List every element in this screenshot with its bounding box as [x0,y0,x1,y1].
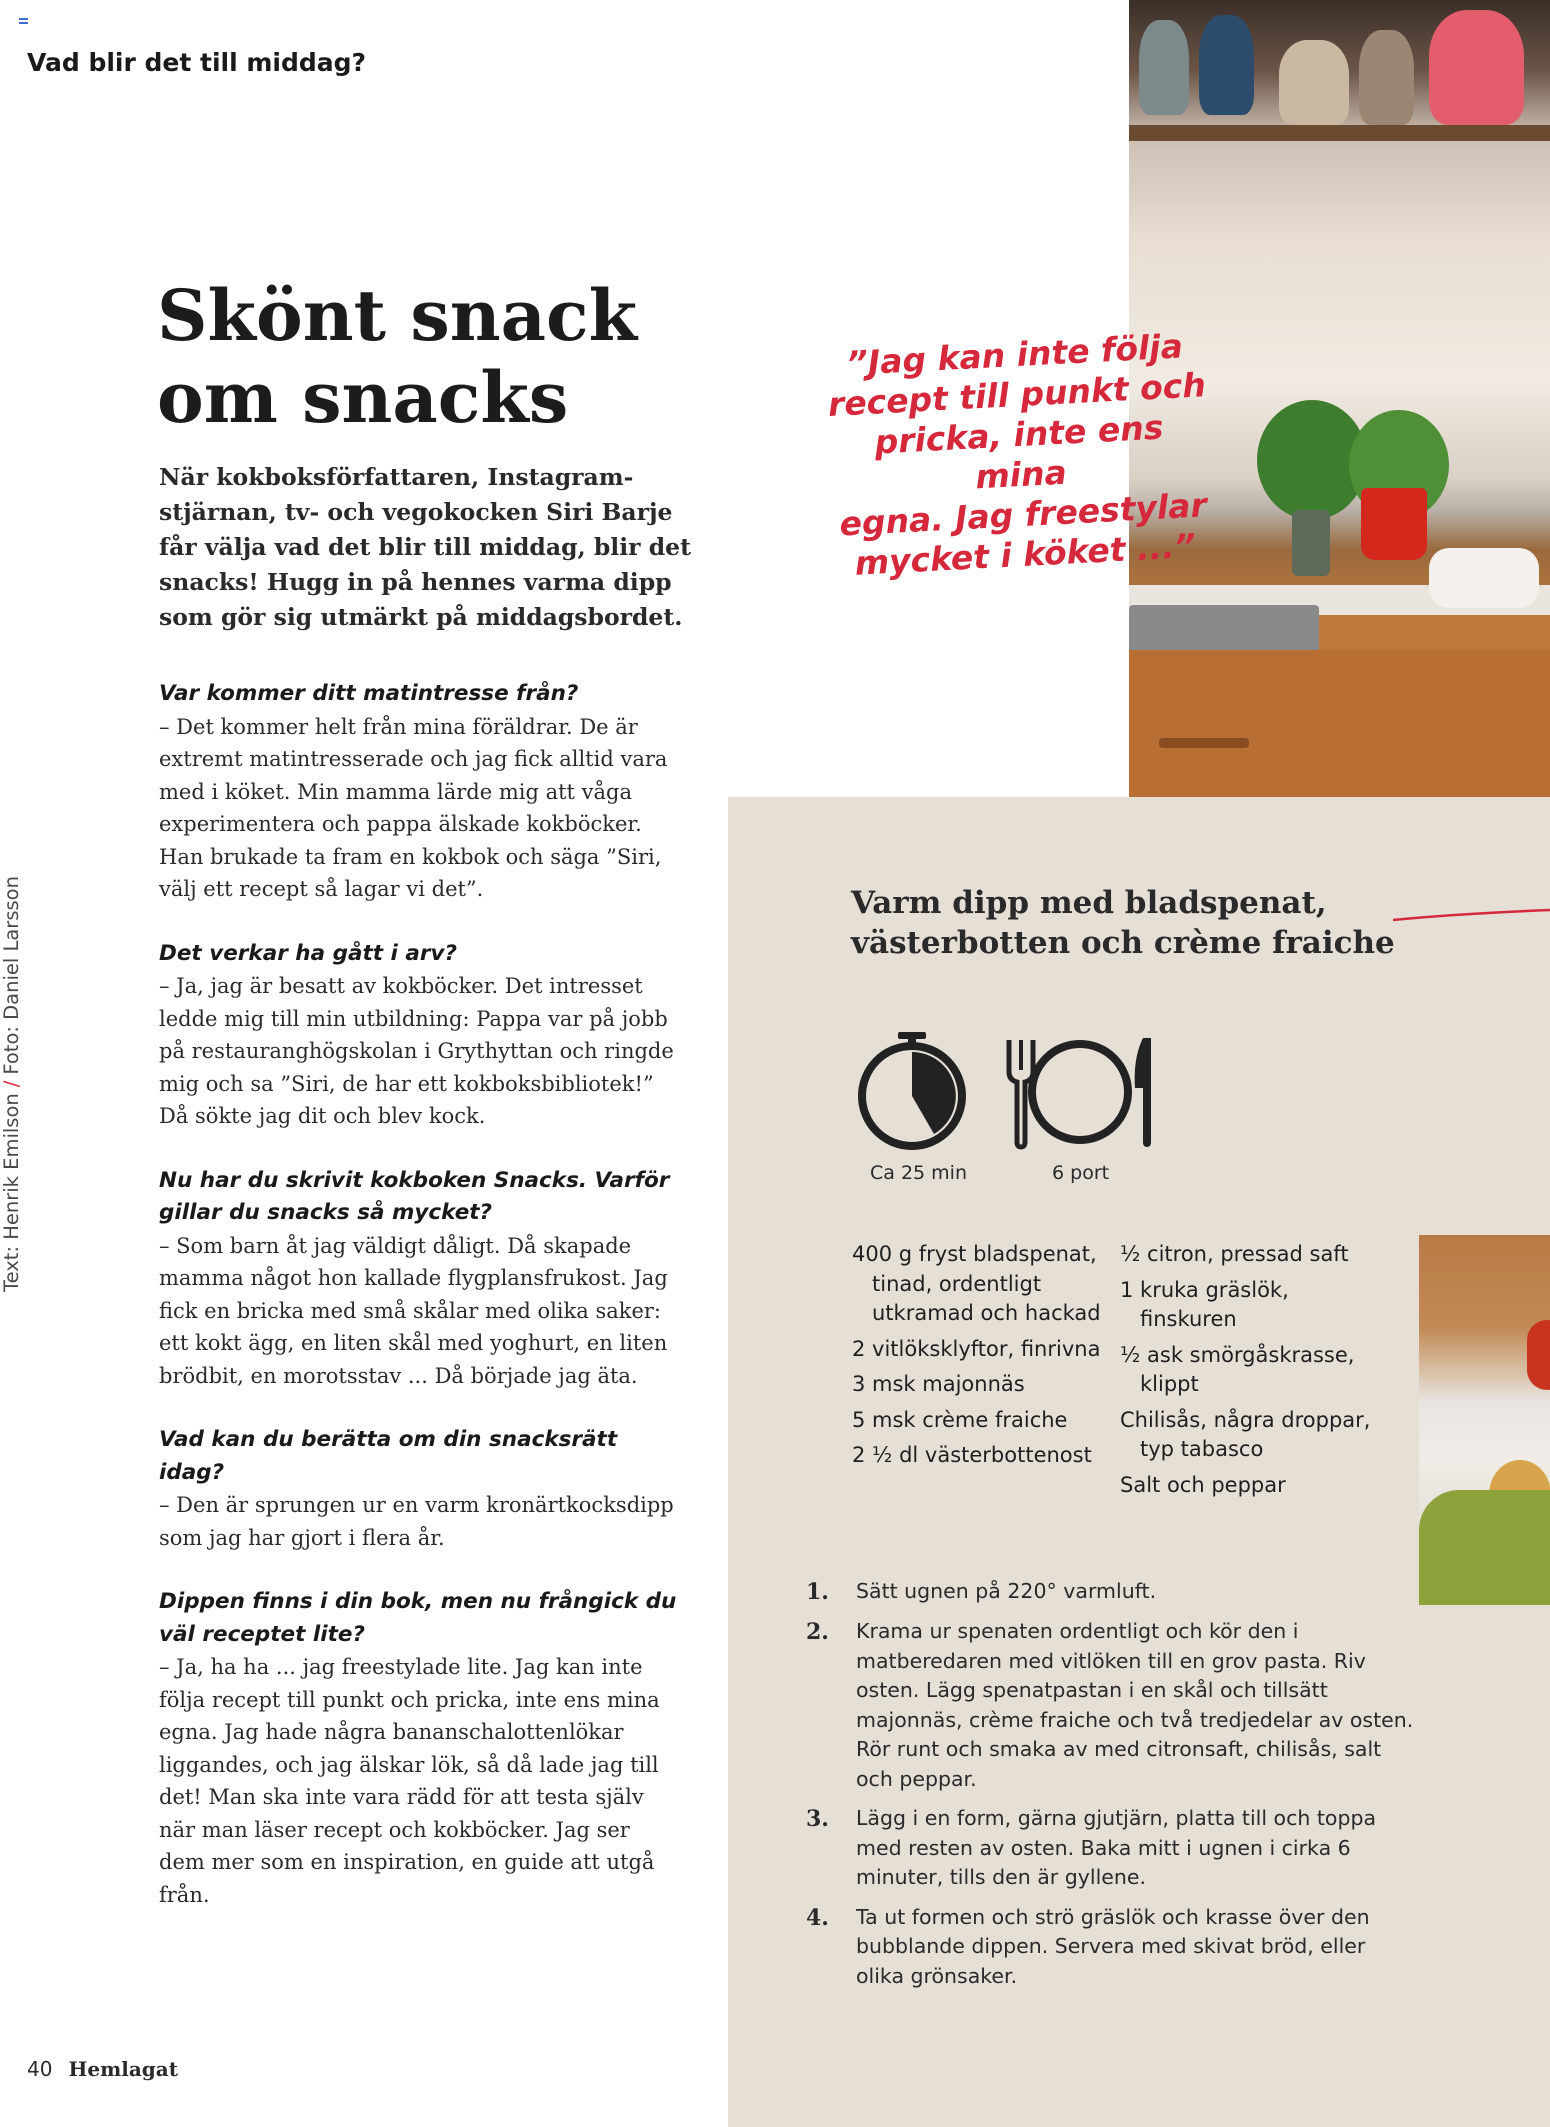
recipe-step [806,1577,1416,1607]
qa-block [159,678,679,906]
answer: – Som barn åt jag väldigt dåligt. Då skapade mamma något hon kallade flygplansfrukost. Jag fick en bricka med små skålar med olika saker: ett kokt ägg, en liten skål med yoghurt, en liten brödbit, en morotsstav ... Då började jag äta. [159,1233,668,1388]
answer: – Ja, jag är besatt av kokböcker. Det intresset ledde mig till min utbildning: Pappa var på jobb på restauranghögskolan i Grythyttan och ringde mig och sa ”Siri, de har ett kokboksbibliotek!” Då sökte jag dit och blev kock. [159,974,674,1128]
ingredient: Salt och peppar [1120,1472,1286,1497]
ingredient: 3 msk majonnäs [852,1372,1025,1396]
question: Det verkar ha gått i arv? [159,940,457,966]
recipe-title: Varm dipp med bladspenat, västerbotten och crème fraiche [851,885,1395,961]
question: Var kommer ditt matintresse från? [159,681,579,706]
recipe-step [806,1804,1416,1893]
servings: 6 port [1052,1162,1110,1184]
ingredient: Chilisås, några droppar, typ tabasco [1120,1407,1371,1461]
question: Nu har du skrivit kokboken Snacks. Varför gillar du snacks så mycket? [159,1167,670,1225]
step-number: 1. [806,1579,829,1605]
text-credit: Text: Henrik Emilson [0,1093,23,1292]
page-footer [27,2057,178,2081]
intro-paragraph: När kokboksförfattaren, Instagram-stjärnan, tv- och vegokocken Siri Barje får välja vad det blir till middag, blir det snacks! Hugg in på hennes varma dipp som gör sig utmärkt på middagsbordet. [159,463,691,631]
ingredient: 2 ½ dl västerbottenost [852,1443,1092,1467]
pull-quote: ”Jag kan inte följa recept till punkt och pricka, inte ens mina egna. Jag freestylar mycket i köket ...” [826,326,1208,583]
ingredient: 1 kruka gräslök, finskuren [1120,1277,1289,1331]
menu-icon[interactable] [19,18,28,27]
answer: – Den är sprungen ur en varm kronärtkocksdipp som jag har gjort i flera år. [159,1493,674,1550]
interview [159,678,679,1943]
ingredient: ½ ask smörgåskrasse, klippt [1120,1342,1355,1396]
ingredients-right [1120,1240,1380,1506]
step-number: 4. [806,1904,829,1931]
page-number: 40 [27,2057,53,2081]
photo-credit [0,876,23,1292]
step-text: Krama ur spenaten ordentligt och kör den i matberedaren med vitlöken till en grov pasta. Riv osten. Lägg spenatpastan i en skål och tillsätt majonnäs, crème fraiche och två tredjedelar av osten. Rör runt och smaka av med citronsaft, chilisås, salt och peppar. [856,1619,1414,1791]
qa-block [159,1586,679,1911]
step-number: 3. [806,1806,829,1832]
dip-photo [1419,1235,1550,1605]
timer-icon [856,1030,968,1150]
answer: – Det kommer helt från mina föräldrar. De är extremt matintresserade och jag fick alltid vara med i köket. Min mamma lärde mig att våga experimentera och pappa älskade kokböcker. Han brukade ta fram en kokbok och säga ”Siri, välj ett recept så lagar vi det”. [159,714,668,901]
step-text: Ta ut formen och strö gräslök och krasse över den bubblande dippen. Servera med skivat bröd, eller olika grönsaker. [856,1904,1370,1988]
ingredient: 2 vitlöksklyftor, finrivna [852,1336,1101,1361]
plate-cutlery-icon [1003,1030,1155,1150]
decorative-line [1393,908,1550,922]
cook-time: Ca 25 min [870,1162,967,1184]
qa-block [159,938,679,1133]
qa-block [159,1424,679,1554]
magazine-name: Hemlagat [68,2057,178,2081]
recipe-steps [806,1577,1416,2001]
step-text: Sätt ugnen på 220° varmluft. [856,1579,1157,1603]
answer: – Ja, ha ha ... jag freestylade lite. Jag kan inte följa recept till punkt och pricka, inte ens mina egna. Jag hade några bananschalottenlökar liggandes, och jag älskar lök, så då lade jag till det! Man ska inte vara rädd för att testa själv när man läser recept och kokböcker. Jag ser dem mer som en inspiration, en guide att utgå från. [159,1655,660,1907]
section-label: Vad blir det till middag? [27,48,367,77]
step-text: Lägg i en form, gärna gjutjärn, platta till och toppa med resten av osten. Baka mitt i ugnen i cirka 6 minuter, tills den är gyllene. [856,1806,1377,1889]
photo-credit-name: Foto: Daniel Larsson [0,876,23,1075]
credit-separator: / [0,1080,23,1088]
question: Vad kan du berätta om din snacksrätt idag? [159,1427,618,1485]
question: Dippen finns i din bok, men nu frångick du väl receptet lite? [159,1589,677,1647]
ingredient: 5 msk crème fraiche [852,1407,1068,1432]
ingredients-left [852,1240,1122,1477]
headline: Skönt snack om snacks [157,274,638,439]
recipe-step [806,1617,1416,1794]
qa-block [159,1165,679,1393]
ingredient: 400 g fryst bladspenat, tinad, ordentligt utkramad och hackad [852,1242,1101,1325]
step-number: 2. [806,1619,829,1645]
ingredient: ½ citron, pressad saft [1120,1242,1349,1266]
recipe-step [806,1903,1416,1992]
